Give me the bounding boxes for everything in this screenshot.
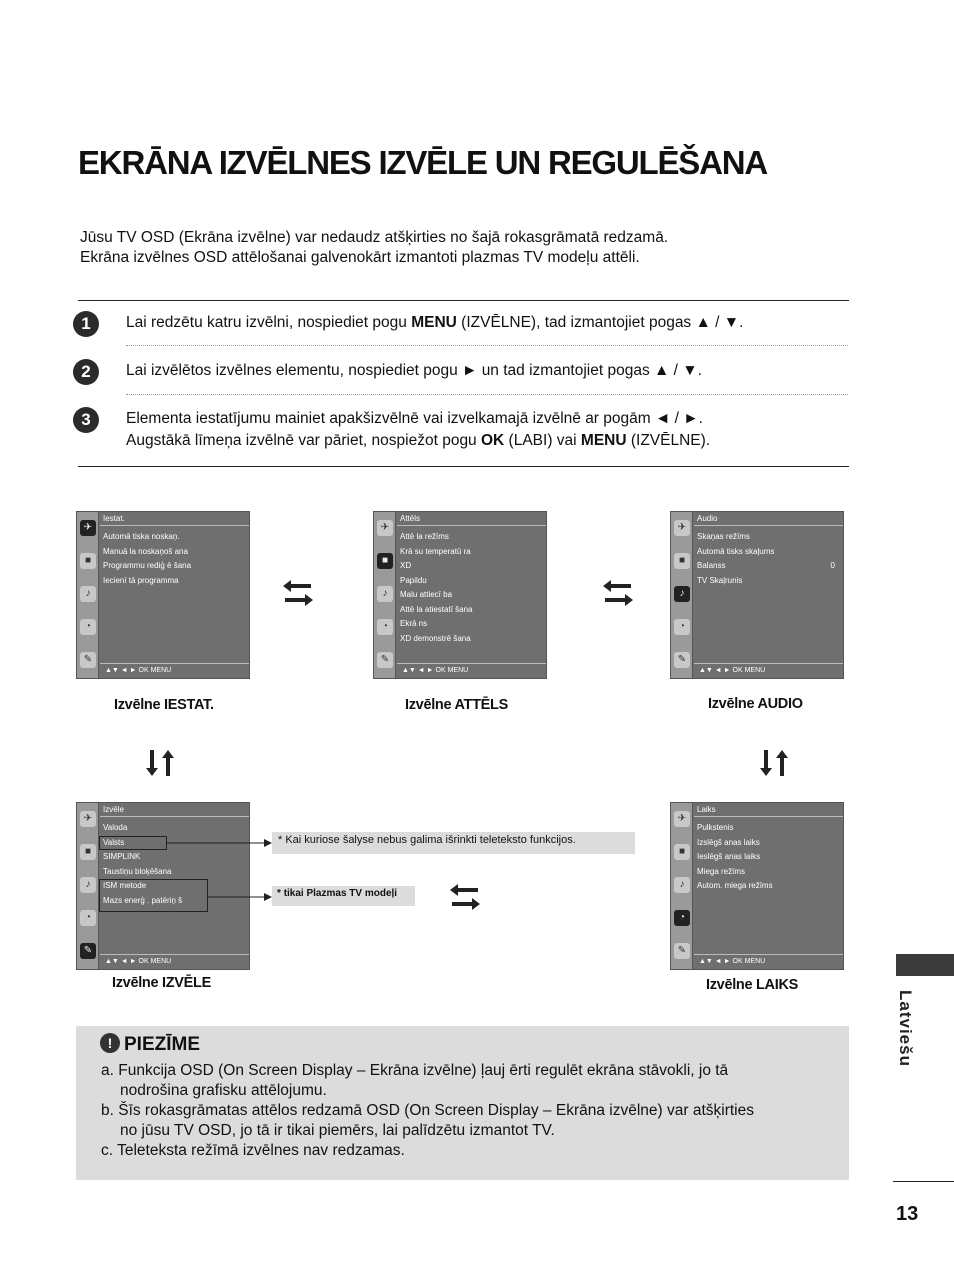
note-item-b: b. Šīs rokasgrāmatas attēlos redzamā OSD (On Screen Display – Ekrāna izvēlne) var atšķirties no jūsu TV OSD, jo tā ir tikai piemērs, lai palīdzētu izmantot TV. bbox=[101, 1102, 754, 1139]
step-number: 3 bbox=[73, 407, 99, 433]
speaker-icon: ♪ bbox=[377, 586, 393, 602]
clock-icon: ◔ bbox=[674, 910, 690, 926]
clock-icon: ◔ bbox=[674, 619, 690, 635]
step-text: Lai redzētu katru izvēlni, nospiediet pogu MENU (IZVĒLNE), tad izmantojiet pogas ▲ / ▼. bbox=[126, 314, 744, 331]
wrench-icon: ✎ bbox=[377, 652, 393, 668]
osd-menu-attels bbox=[373, 511, 547, 679]
osd-header: Laiks bbox=[694, 803, 843, 817]
osd-footer: ▲▼ ◄ ► OK MENU bbox=[397, 663, 546, 678]
osd-item[interactable]: Autom. miega režīms bbox=[697, 881, 773, 890]
osd-item[interactable]: Taustiņu bloķēšana bbox=[103, 866, 172, 876]
osd-items bbox=[694, 821, 843, 894]
osd-item[interactable]: SIMPLINK bbox=[103, 852, 141, 861]
step-text: Lai izvēlētos izvēlnes elementu, nospiediet pogu ► un tad izmantojiet pogas ▲ / ▼. bbox=[126, 362, 702, 379]
note-title: ! PIEZĪME bbox=[100, 1033, 200, 1056]
osd-item[interactable]: Papildu bbox=[400, 575, 427, 585]
osd-item[interactable]: Automā tisks skaļums bbox=[697, 546, 775, 556]
osd-item[interactable]: XD demonstrē šana bbox=[400, 633, 471, 643]
osd-item[interactable]: Balanss 0 bbox=[694, 559, 843, 574]
language-tab bbox=[896, 954, 954, 976]
osd-item[interactable]: ISM metode bbox=[103, 881, 147, 890]
swap-up-down-icon bbox=[760, 750, 794, 776]
swap-up-down-icon bbox=[146, 750, 180, 776]
osd-menu-audio bbox=[670, 511, 844, 679]
osd-item[interactable]: Manuā la noskaņoš ana bbox=[103, 546, 188, 556]
satellite-icon: ✈ bbox=[80, 811, 96, 827]
osd-header: Iestat. bbox=[100, 512, 249, 526]
step-number: 2 bbox=[73, 359, 99, 385]
step-text: Elementa iestatījumu mainiet apakšizvēlnē vai izvelkamajā izvēlnē ar pogām ◄ / ►. Augstākā līmeņa izvēlnē var pāriet, nospiežot pogu OK (LABI) vai MENU (IZVĒLNE). bbox=[126, 410, 711, 449]
exclamation-icon: ! bbox=[100, 1033, 120, 1053]
speaker-icon: ♪ bbox=[80, 877, 96, 893]
osd-item[interactable]: Krā su temperatū ra bbox=[400, 546, 471, 556]
osd-footer: ▲▼ ◄ ► OK MENU bbox=[694, 954, 843, 969]
satellite-icon: ✈ bbox=[674, 520, 690, 536]
menu-label-iestat: Izvēlne IESTAT. bbox=[114, 697, 214, 713]
osd-sidebar bbox=[671, 512, 693, 678]
menu-label-izvele: Izvēlne IZVĒLE bbox=[112, 975, 211, 991]
intro-line: Jūsu TV OSD (Ekrāna izvēlne) var nedaudz atšķirties no šajā rokasgrāmatā redzamā. bbox=[80, 229, 669, 246]
osd-item[interactable]: Valoda bbox=[103, 823, 128, 832]
page-title: EKRĀNA IZVĒLNES IZVĒLE UN REGULĒŠANA bbox=[78, 144, 767, 181]
osd-menu-laiks bbox=[670, 802, 844, 970]
osd-item[interactable]: Iecienī tā programma bbox=[103, 575, 179, 585]
osd-item[interactable]: XD bbox=[400, 561, 412, 570]
osd-footer: ▲▼ ◄ ► OK MENU bbox=[100, 954, 249, 969]
osd-item[interactable]: Pulkstenis bbox=[697, 823, 734, 832]
osd-item[interactable]: Programmu rediģ ē šana bbox=[103, 561, 192, 570]
osd-item[interactable]: Izslēgš anas laiks bbox=[697, 837, 760, 847]
satellite-icon: ✈ bbox=[377, 520, 393, 536]
speaker-icon: ♪ bbox=[80, 586, 96, 602]
osd-footer: ▲▼ ◄ ► OK MENU bbox=[100, 663, 249, 678]
osd-item[interactable]: TV Skaļrunis bbox=[697, 575, 743, 585]
osd-item[interactable]: Ieslēgš anas laiks bbox=[697, 852, 761, 861]
osd-items bbox=[397, 530, 546, 646]
screen-icon: ■ bbox=[674, 844, 690, 860]
osd-header: Attēls bbox=[397, 512, 546, 526]
wrench-icon: ✎ bbox=[80, 652, 96, 668]
dotted-divider bbox=[126, 345, 848, 346]
osd-item[interactable]: Mazs enerģ . patēriņ š bbox=[103, 895, 183, 905]
clock-icon: ◔ bbox=[377, 619, 393, 635]
osd-items bbox=[694, 530, 843, 588]
note-item-a: a. Funkcija OSD (On Screen Display – Ekrāna izvēlne) ļauj ērti regulēt ekrāna stāvokli, jo tā nodrošina grafisku attēlojumu. bbox=[101, 1062, 729, 1099]
menu-label-attels: Izvēlne ATTĒLS bbox=[405, 697, 508, 713]
osd-item[interactable]: Attē la atiestatī šana bbox=[400, 604, 473, 614]
osd-footer: ▲▼ ◄ ► OK MENU bbox=[694, 663, 843, 678]
screen-icon: ■ bbox=[80, 844, 96, 860]
connector-arrows bbox=[160, 830, 280, 910]
note-country: * Kai kuriose šalyse nebus galima išrinkti teleteksto funkcijos. bbox=[272, 832, 635, 854]
osd-header: Izvēle bbox=[100, 803, 249, 817]
intro-text bbox=[80, 228, 668, 268]
osd-item[interactable]: Miega režīms bbox=[697, 866, 746, 876]
dotted-divider bbox=[126, 394, 848, 395]
osd-item[interactable]: Skaņas režīms bbox=[697, 532, 750, 541]
osd-header: Audio bbox=[694, 512, 843, 526]
osd-items bbox=[100, 530, 249, 588]
osd-sidebar bbox=[374, 512, 396, 678]
clock-icon: ◔ bbox=[80, 619, 96, 635]
screen-icon: ■ bbox=[80, 553, 96, 569]
menu-label-audio: Izvēlne AUDIO bbox=[708, 696, 803, 712]
satellite-icon: ✈ bbox=[80, 520, 96, 536]
speaker-icon: ♪ bbox=[674, 877, 690, 893]
note-item-c: c. Teleteksta režīmā izvēlnes nav redzamas. bbox=[101, 1142, 405, 1159]
swap-left-right-icon bbox=[603, 580, 633, 606]
speaker-icon: ♪ bbox=[674, 586, 690, 602]
wrench-icon: ✎ bbox=[674, 943, 690, 959]
balance-value: 0 bbox=[830, 561, 835, 570]
osd-item[interactable]: Malu attiecī ba bbox=[400, 590, 453, 599]
osd-item[interactable]: Valsts bbox=[103, 837, 125, 847]
valsts-highlight bbox=[99, 836, 167, 850]
note-plasma: * tikai Plazmas TV modeļi bbox=[272, 886, 415, 906]
osd-sidebar bbox=[77, 512, 99, 678]
step-number: 1 bbox=[73, 311, 99, 337]
page-number: 13 bbox=[896, 1203, 919, 1225]
osd-menu-iestat bbox=[76, 511, 250, 679]
clock-icon: ◔ bbox=[80, 910, 96, 926]
osd-item[interactable]: Ekrā ns bbox=[400, 619, 428, 628]
osd-sidebar bbox=[77, 803, 99, 969]
osd-item[interactable]: Automā tiska noskaņ. bbox=[103, 532, 180, 541]
language-label: Latviešu bbox=[896, 990, 915, 1067]
osd-item[interactable]: Attē la režīms bbox=[400, 532, 449, 541]
steps-list bbox=[78, 300, 849, 467]
intro-line: Ekrāna izvēlnes OSD attēlošanai galvenokārt izmantoti plazmas TV modeļu attēli. bbox=[80, 249, 640, 266]
wrench-icon: ✎ bbox=[674, 652, 690, 668]
osd-sidebar bbox=[671, 803, 693, 969]
satellite-icon: ✈ bbox=[674, 811, 690, 827]
page-divider bbox=[893, 1181, 954, 1182]
screen-icon: ■ bbox=[377, 553, 393, 569]
swap-left-right-icon bbox=[450, 884, 480, 910]
note-box bbox=[76, 1026, 849, 1180]
swap-left-right-icon bbox=[283, 580, 313, 606]
menu-label-laiks: Izvēlne LAIKS bbox=[706, 977, 798, 993]
wrench-icon: ✎ bbox=[80, 943, 96, 959]
screen-icon: ■ bbox=[674, 553, 690, 569]
